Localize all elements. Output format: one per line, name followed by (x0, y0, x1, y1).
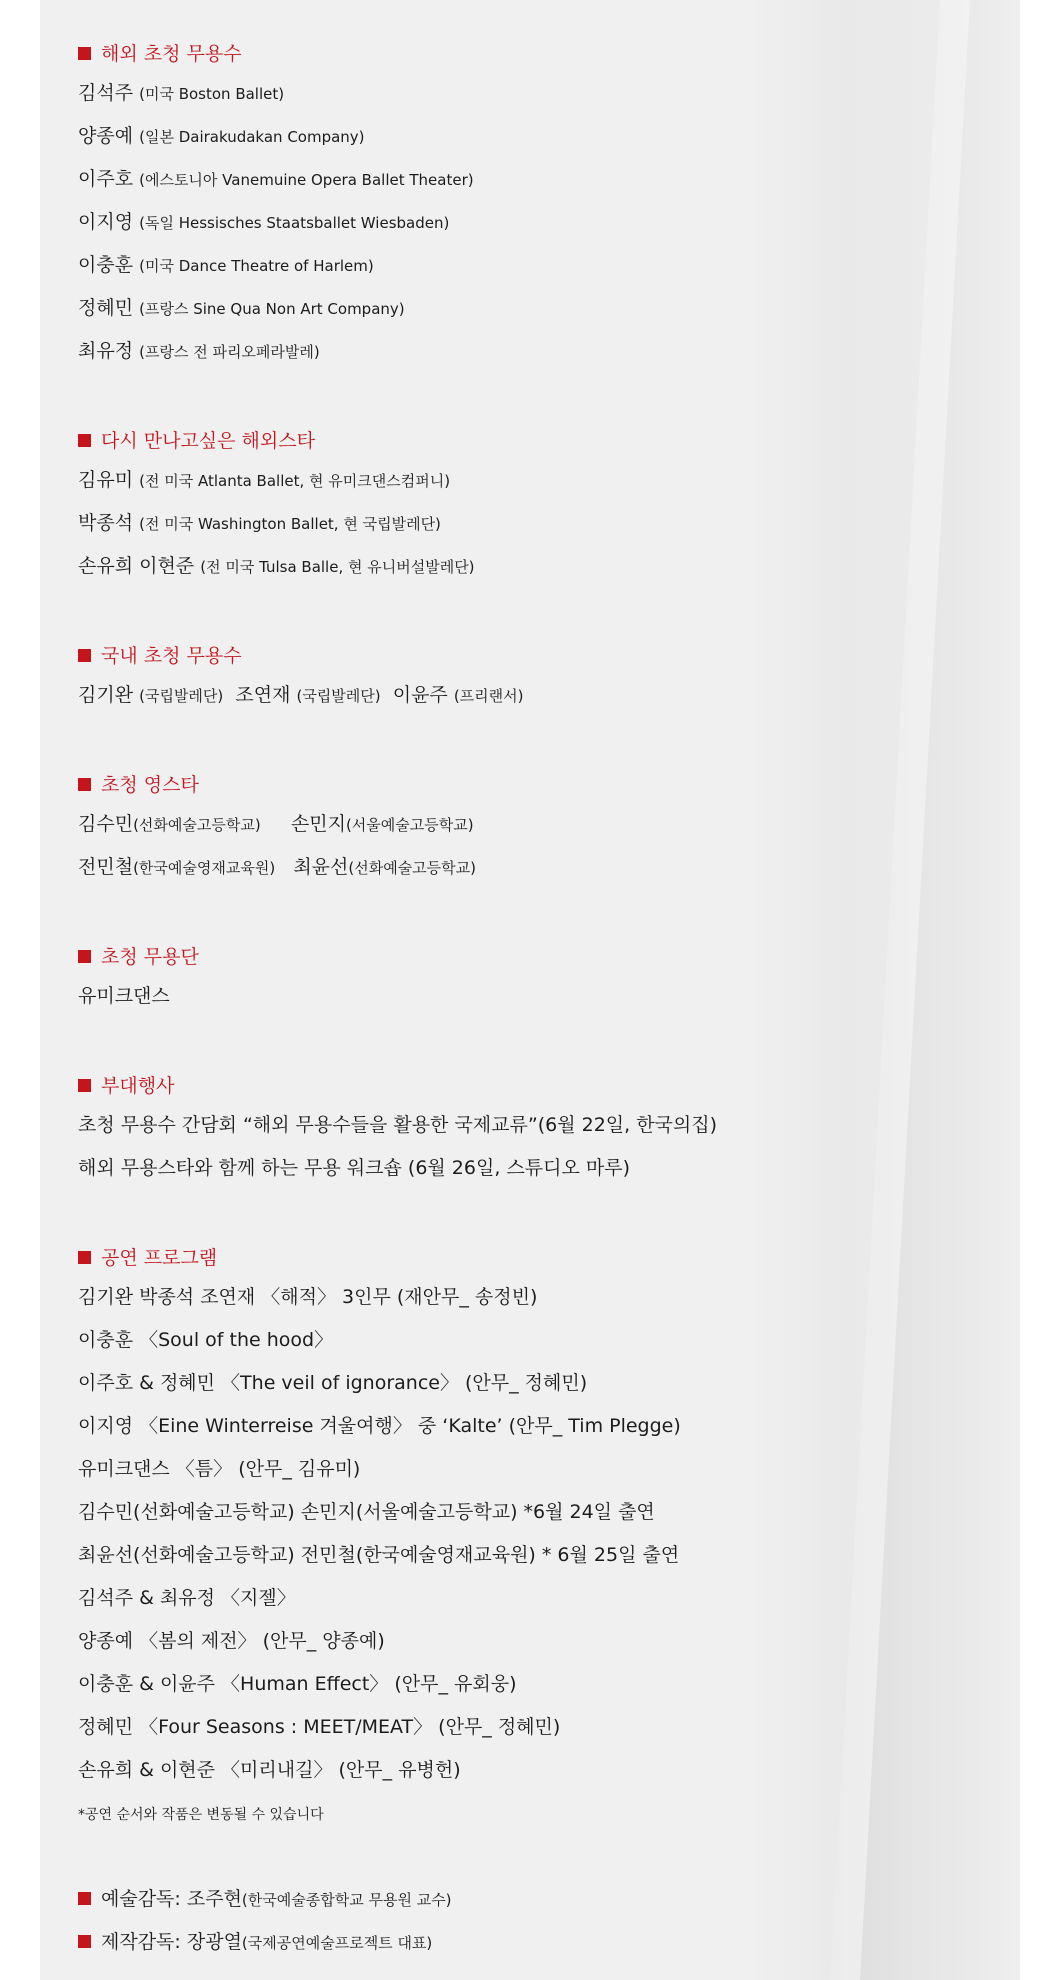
section-young-stars (78, 763, 958, 892)
dancer-name: 조연재 (235, 684, 291, 706)
dancer-row (78, 290, 958, 333)
dancer-affiliation: (에스토니아 Vanemuine Opera Ballet Theater) (139, 171, 474, 189)
program-item: 이지영 〈Eine Winterreise 겨울여행〉 중 ‘Kalte’ (안무_ Tim Plegge) (78, 1415, 681, 1437)
credit-name: 조주현 (186, 1888, 242, 1910)
section-overseas-invited (78, 32, 958, 376)
bullet-square-icon (78, 649, 91, 662)
credit-name: 장광열 (186, 1931, 242, 1953)
event-item: 해외 무용스타와 함께 하는 무용 워크숍 (6월 26일, 스튜디오 마루) (78, 1157, 630, 1179)
spacer (78, 1021, 958, 1064)
dancer-name: 김수민 (78, 813, 134, 835)
bullet-square-icon (78, 1892, 91, 1905)
dancer-affiliation: (프랑스 Sine Qua Non Art Company) (139, 300, 405, 318)
dancer-row (78, 118, 958, 161)
dancer-affiliation: (선화예술고등학교) (133, 816, 261, 834)
program-note: *공연 순서와 작품은 변동될 수 있습니다 (78, 1807, 324, 1823)
dancer-row (78, 849, 958, 892)
section-title: 초청 무용단 (101, 945, 199, 968)
bullet-square-icon (78, 778, 91, 791)
program-item: 양종예 〈봄의 제전〉 (안무_ 양종예) (78, 1630, 385, 1652)
program-item: 이주호 & 정혜민 〈The veil of ignorance〉 (안무_ 정혜민) (78, 1372, 588, 1394)
dancer-affiliation: (국립발레단) (139, 687, 224, 705)
program-item: 최윤선(선화예술고등학교) 전민철(한국예술영재교육원) * 6월 25일 출연 (78, 1544, 680, 1566)
section-heading (78, 935, 958, 978)
dancer-affiliation: (국립발레단) (296, 687, 381, 705)
company-row (78, 978, 958, 1021)
section-credits (78, 1881, 958, 1967)
spacer (78, 1838, 958, 1881)
section-invited-company (78, 935, 958, 1021)
dancer-affiliation: (전 미국 Washington Ballet, 현 국립발레단) (139, 515, 441, 533)
credit-row (78, 1924, 958, 1967)
section-domestic-invited (78, 634, 958, 720)
spacer (78, 376, 958, 419)
dancer-name: 김유미 (78, 469, 134, 491)
dancer-row (78, 247, 958, 290)
dancer-affiliation: (전 미국 Tulsa Balle, 현 유니버설발레단) (200, 558, 475, 576)
bullet-square-icon (78, 1251, 91, 1264)
dancer-name: 전민철 (78, 856, 134, 878)
dancer-name: 정혜민 (78, 297, 134, 319)
program-item: 유미크댄스 〈틈〉 (안무_ 김유미) (78, 1458, 361, 1480)
company-name: 유미크댄스 (78, 985, 170, 1007)
dancer-row (78, 677, 958, 720)
program-item: 김수민(선화예술고등학교) 손민지(서울예술고등학교) *6월 24일 출연 (78, 1501, 655, 1523)
section-title: 공연 프로그램 (101, 1246, 218, 1269)
dancer-name: 김기완 (78, 684, 134, 706)
dancer-affiliation: (미국 Dance Theatre of Harlem) (139, 257, 374, 275)
program-item: 김기완 박종석 조연재 〈해적〉 3인무 (재안무_ 송정빈) (78, 1286, 538, 1308)
dancer-name: 양종예 (78, 125, 134, 147)
bullet-square-icon (78, 950, 91, 963)
dancer-affiliation: (일본 Dairakudakan Company) (139, 128, 365, 146)
dancer-name: 이주호 (78, 168, 134, 190)
spacer (78, 1193, 958, 1236)
section-program (78, 1236, 958, 1838)
dancer-row (78, 462, 958, 505)
dancer-row (78, 75, 958, 118)
dancer-affiliation: (프리랜서) (453, 687, 524, 705)
section-heading (78, 1236, 958, 1279)
dancer-affiliation: (한국예술영재교육원) (133, 859, 276, 877)
section-title: 국내 초청 무용수 (101, 644, 242, 667)
section-stars-again (78, 419, 958, 591)
dancer-affiliation: (전 미국 Atlanta Ballet, 현 유미크댄스컴퍼니) (139, 472, 451, 490)
section-title: 초청 영스타 (101, 773, 199, 796)
dancer-name: 김석주 (78, 82, 134, 104)
dancer-name: 최유정 (78, 340, 134, 362)
section-heading (78, 634, 958, 677)
dancer-name: 손민지 (290, 813, 346, 835)
dancer-name: 손유희 이현준 (78, 555, 195, 577)
dancer-row (78, 204, 958, 247)
section-title: 다시 만나고싶은 해외스타 (101, 429, 315, 452)
section-heading (78, 419, 958, 462)
dancer-name: 이윤주 (392, 684, 448, 706)
paper-page (40, 0, 1020, 1980)
dancer-row (78, 505, 958, 548)
bullet-square-icon (78, 1079, 91, 1092)
dancer-row (78, 806, 958, 849)
bullet-square-icon (78, 434, 91, 447)
section-heading (78, 763, 958, 806)
program-item: 이충훈 & 이윤주 〈Human Effect〉 (안무_ 유회웅) (78, 1673, 517, 1695)
dancer-name: 이지영 (78, 211, 134, 233)
spacer (78, 720, 958, 763)
program-item: 이충훈 〈Soul of the hood〉 (78, 1329, 334, 1351)
credit-affiliation: (한국예술종합학교 무용원 교수) (241, 1891, 452, 1909)
dancer-name: 이충훈 (78, 254, 134, 276)
festival-lineup (78, 32, 958, 1967)
section-side-events (78, 1064, 958, 1193)
dancer-affiliation: (독일 Hessisches Staatsballet Wiesbaden) (139, 214, 450, 232)
dancer-affiliation: (선화예술고등학교) (348, 859, 476, 877)
program-item: 손유희 & 이현준 〈미리내길〉 (안무_ 유병헌) (78, 1759, 461, 1781)
dancer-row (78, 161, 958, 204)
section-heading (78, 32, 958, 75)
bullet-square-icon (78, 1935, 91, 1948)
section-title: 부대행사 (101, 1074, 175, 1097)
section-title: 해외 초청 무용수 (101, 42, 242, 65)
dancer-name: 최윤선 (293, 856, 349, 878)
credit-label: 예술감독: (101, 1888, 187, 1910)
event-item: 초청 무용수 간담회 “해외 무용수들을 활용한 국제교류”(6월 22일, 한국의집) (78, 1114, 718, 1136)
credit-affiliation: (국제공연예술프로젝트 대표) (241, 1934, 433, 1952)
program-item: 김석주 & 최유정 〈지젤〉 (78, 1587, 296, 1609)
dancer-row (78, 548, 958, 591)
dancer-affiliation: (미국 Boston Ballet) (139, 85, 285, 103)
spacer (78, 591, 958, 634)
dancer-affiliation: (서울예술고등학교) (345, 816, 474, 834)
bullet-square-icon (78, 47, 91, 60)
credit-label: 제작감독: (101, 1931, 187, 1953)
spacer (78, 892, 958, 935)
credit-row (78, 1881, 958, 1924)
section-heading (78, 1064, 958, 1107)
dancer-affiliation: (프랑스 전 파리오페라발레) (139, 343, 320, 361)
dancer-row (78, 333, 958, 376)
program-item: 정혜민 〈Four Seasons : MEET/MEAT〉 (안무_ 정혜민) (78, 1716, 561, 1738)
dancer-name: 박종석 (78, 512, 134, 534)
